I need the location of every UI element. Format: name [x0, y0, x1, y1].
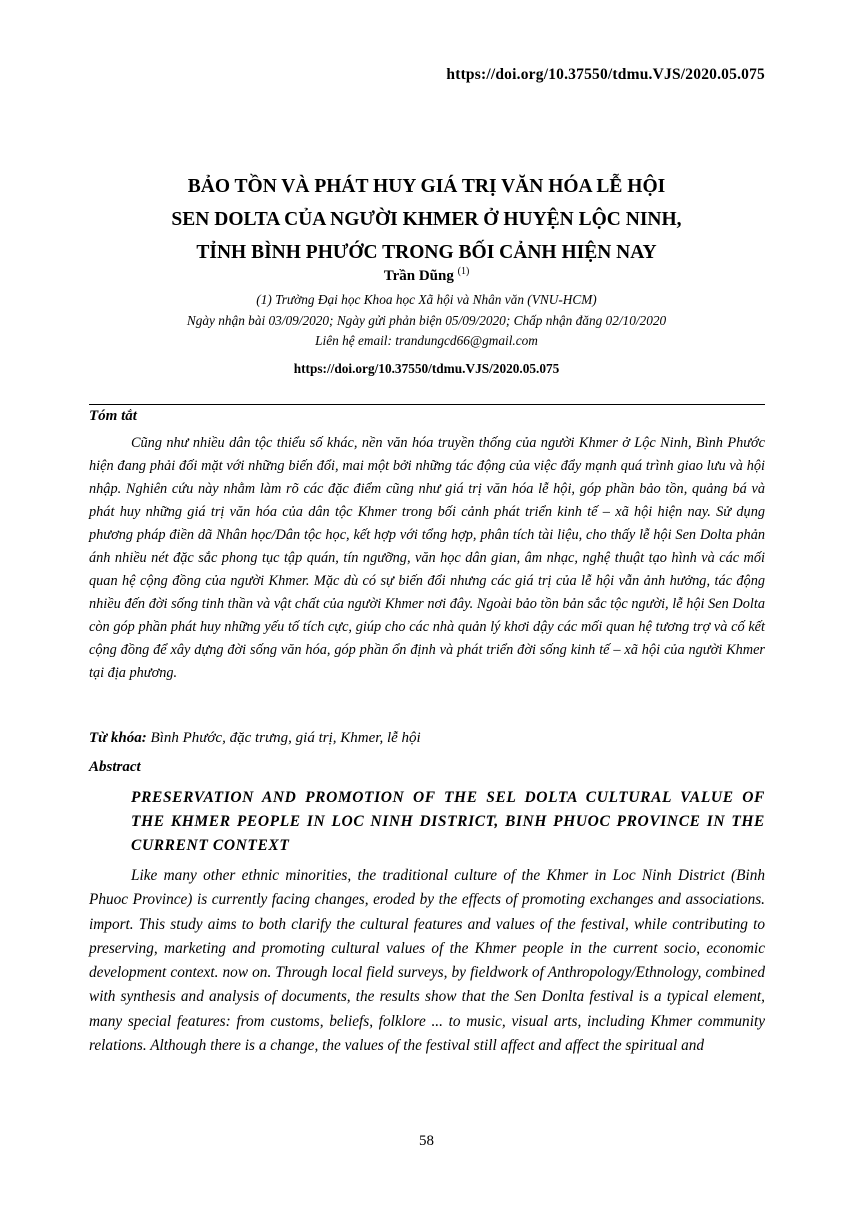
keywords-text: Bình Phước, đặc trưng, giá trị, Khmer, lễ hội — [150, 730, 421, 746]
affiliation-mark: (1) — [457, 266, 470, 277]
header-doi-link[interactable]: https://doi.org/10.37550/tdmu.VJS/2020.05.075 — [446, 66, 765, 83]
article-doi-link[interactable]: https://doi.org/10.37550/tdmu.VJS/2020.05.075 — [293, 361, 560, 376]
contact-email: Liên hệ email: trandungcd66@gmail.com — [315, 333, 538, 348]
summary-heading: Tóm tắt — [89, 408, 137, 424]
submission-dates: Ngày nhận bài 03/09/2020; Ngày gửi phản biện 05/09/2020; Chấp nhận đăng 02/10/2020 — [186, 312, 667, 328]
author-affiliation: (1) Trường Đại học Khoa học Xã hội và Nhân văn (VNU-HCM) — [256, 292, 597, 307]
abstract-text: Like many other ethnic minorities, the traditional culture of the Khmer in Loc Ninh District (Binh Phuoc Province) is currently facing changes, eroded by the effects of promoting exchanges and associations. import. This study aims to both clarify the cultural features and values of the festival, while contributing to preserving, marketing and promoting cultural values of the Khmer people in the current socio, economic development context. now on. Through local field surveys, by fieldwork of Anthropology/Ethnology, combined with synthesis and analysis of documents, the results show that the Sen Donlta festival is a typical element, many special features: from customs, beliefs, folklore ... to music, visual arts, including Khmer community relations. Although there is a change, the values of the festival still affect and affect the spiritual and — [89, 867, 765, 1055]
article-title — [90, 170, 763, 269]
article-meta — [90, 290, 763, 352]
english-title: PRESERVATION AND PROMOTION OF THE SEL DOLTA CULTURAL VALUE OF THE KHMER PEOPLE IN LOC NINH DISTRICT, BINH PHUOC PROVINCE IN THE CURRENT CONTEXT — [131, 789, 765, 854]
title-line: SEN DOLTA CỦA NGƯỜI KHMER Ở HUYỆN LỘC NINH, — [171, 209, 682, 230]
keywords-line — [89, 730, 421, 747]
page-number: 58 — [419, 1133, 434, 1149]
section-divider — [89, 404, 765, 405]
abstract-heading: Abstract — [89, 759, 141, 775]
keywords-label: Từ khóa: — [89, 730, 147, 746]
author-name: Trần Dũng — [383, 268, 454, 284]
title-line: BẢO TỒN VÀ PHÁT HUY GIÁ TRỊ VĂN HÓA LỄ HỘI — [187, 176, 666, 197]
title-line: TỈNH BÌNH PHƯỚC TRONG BỐI CẢNH HIỆN NAY — [196, 242, 657, 263]
author-line — [90, 266, 763, 285]
summary-text: Cũng như nhiều dân tộc thiểu số khác, nền văn hóa truyền thống của người Khmer ở Lộc Ninh, Bình Phước hiện đang phải đối mặt với những biến đổi, mai một bởi những tác động của việc đẩy mạnh quá trình giao lưu và hội nhập. Nghiên cứu này nhằm làm rõ các đặc điểm cũng như giá trị văn hóa lễ hội, góp phần bảo tồn, quảng bá và phát huy những giá trị văn hóa của dân tộc Khmer trong bối cảnh phát triển kinh tế – xã hội hiện nay. Sử dụng phương pháp điền dã Nhân học/Dân tộc học, kết hợp với tổng hợp, phân tích tài liệu, cho thấy lễ hội Sen Dolta phản ánh nhiều nét đặc sắc phong tục tập quán, tín ngưỡng, văn học dân gian, âm nhạc, nghệ thuật tạo hình và các mối quan hệ cộng đồng của người Khmer. Mặc dù có sự biến đổi nhưng các giá trị của lễ hội vẫn ảnh hưởng, tác động nhiều đến đời sống tinh thần và vật chất của người Khmer nơi đây. Ngoài bảo tồn bản sắc tộc người, lễ hội Sen Dolta còn góp phần phát huy những yếu tố tích cực, giúp cho các nhà quản lý khơi dậy các mối quan hệ tương trợ và cố kết cộng đồng để xây dựng đời sống văn hóa, góp phần ổn định và phát triển đời sống kinh tế – xã hội của người Khmer tại địa phương. — [89, 435, 765, 681]
